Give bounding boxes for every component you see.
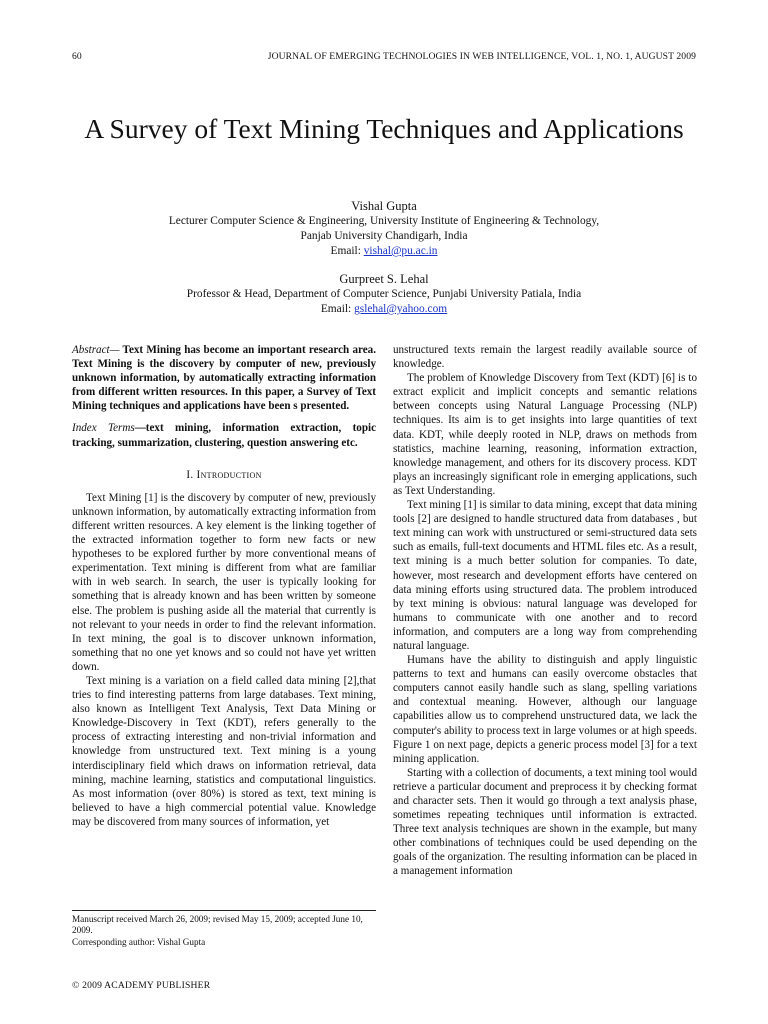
footnote <box>72 910 376 948</box>
author-affiliation: Lecturer Computer Science & Engineering, University Institute of Engineering & Technology, <box>168 215 600 227</box>
footnote-corresponding: Corresponding author: Vishal Gupta <box>72 936 206 947</box>
index-terms-label: Index Terms <box>72 422 135 435</box>
body-paragraph: unstructured texts remain the largest readily available source of knowledge. <box>393 344 697 371</box>
right-column <box>393 343 697 879</box>
author-block-2 <box>60 271 708 317</box>
abstract <box>72 343 376 450</box>
copyright-footer: © 2009 ACADEMY PUBLISHER <box>72 980 211 991</box>
author-email-line <box>60 302 708 317</box>
author-name: Vishal Gupta <box>351 199 417 213</box>
page-number: 60 <box>72 51 82 62</box>
running-header: JOURNAL OF EMERGING TECHNOLOGIES IN WEB INTELLIGENCE, VOL. 1, NO. 1, AUGUST 2009 <box>267 51 696 62</box>
author-affiliation: Professor & Head, Department of Computer Science, Punjabi University Patiala, India <box>186 288 582 300</box>
email-label: Email: <box>330 245 361 257</box>
abstract-text: Text Mining has become an important research area. Text Mining is the discovery by computer of new, previously unknown information, by automatically extracting information from different written resources. In this paper, a Survey of Text Mining techniques and applications have been s presented. <box>72 344 376 413</box>
email-link[interactable]: vishal@pu.ac.in <box>363 245 438 257</box>
body-paragraph: Text Mining [1] is the discovery by computer of new, previously unknown information, by automatically extracting information from different written resources. A key element is the linking together of the extracted information together to form new facts or new hypotheses to be explored further by more conventional means of experimentation. Text mining is different from what are familiar with in web search. In search, the user is typically looking for something that is already known and has been written by someone else. The problem is pushing aside all the material that currently is not relevant to your needs in order to find the relevant information. In text mining, the goal is to discover unknown information, something that no one yet knows and so could not have yet written down. <box>72 491 376 673</box>
author-name: Gurpreet S. Lehal <box>339 272 429 286</box>
body-paragraph: Humans have the ability to distinguish and apply linguistic patterns to text and humans can easily overcome obstacles that computers cannot easily handle such as slang, spelling variations and contextual meaning. However, although our language capabilities allow us to comprehend unstructured data, we lack the computer's ability to process text in large volumes or at high speeds. Figure 1 on next page, depicts a generic process model [3] for a text mining application. <box>393 654 697 765</box>
index-terms-text: —text mining, information extraction, topic tracking, summarization, clustering, question answering etc. <box>72 422 376 449</box>
paper-title: A Survey of Text Mining Techniques and Applications <box>84 113 684 144</box>
left-column <box>72 343 376 829</box>
email-label: Email: <box>320 303 352 315</box>
section-heading: I. Introduction <box>186 468 262 481</box>
body-paragraph: Text mining is a variation on a field called data mining [2],that tries to find interesting patterns from large databases. Text mining, also known as Intelligent Text Analysis, Text Data Mining or Knowledge-Discovery in Text (KDT), refers generally to the process of extracting interesting and non-trivial information and knowledge from unstructured text. Text mining is a young interdisciplinary field which draws on information retrieval, data mining, machine learning, statistics and computational linguistics. As most information (over 80%) is stored as text, text mining is believed to have a high commercial potential value. Knowledge may be discovered from many sources of information, yet <box>72 674 376 828</box>
body-paragraph: Text mining [1] is similar to data mining, except that data mining tools [2] are designed to handle structured data from databases , but text mining can work with unstructured or semi-structured data sets such as emails, full-text documents and HTML files etc. As a result, text mining is a much better solution for companies. To date, however, most research and development efforts have centered on data mining efforts using structured data. The problem introduced by text mining is obvious: natural language was developed for humans to communicate with one another and to record information, and computers are a long way from comprehending natural language. <box>393 499 697 652</box>
body-paragraph: The problem of Knowledge Discovery from Text (KDT) [6] is to extract explicit and implicit concepts and semantic relations between concepts using Natural Language Processing (NLP) techniques. Its aim is to get insights into large quantities of text data. KDT, while deeply rooted in NLP, draws on methods from statistics, machine learning, reasoning, information extraction, knowledge management, and others for its discovery process. KDT plays an increasingly significant role in emerging applications, such as Text Understanding. <box>393 372 697 497</box>
footnote-manuscript: Manuscript received March 26, 2009; revised May 15, 2009; accepted June 10, 2009. <box>72 914 363 936</box>
body-paragraph: Starting with a collection of documents, a text mining tool would retrieve a particular document and preprocess it by checking format and character sets. Then it would go through a text analysis phase, sometimes repeating techniques until information is extracted. Three text analysis techniques are shown in the example, but many other combinations of techniques could be used depending on the goals of the organization. The resulting information can be placed in a management information <box>393 766 697 878</box>
author-email-line <box>60 244 708 259</box>
abstract-label: Abstract— <box>72 344 120 356</box>
author-affiliation: Panjab University Chandigarh, India <box>300 230 468 242</box>
author-block-1 <box>60 198 708 259</box>
email-link[interactable]: gslehal@yahoo.com <box>354 303 448 315</box>
